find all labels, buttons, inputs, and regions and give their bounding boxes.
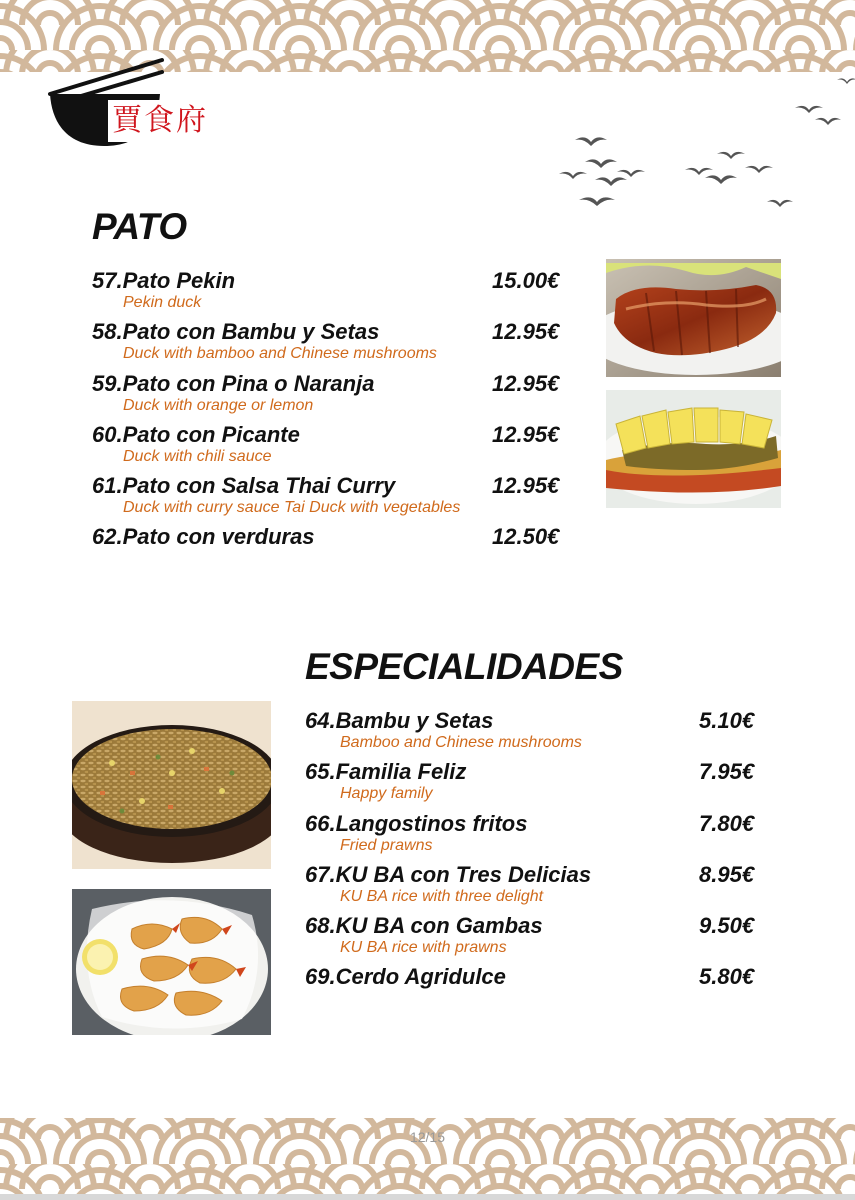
item-price: 5.10€: [699, 708, 755, 733]
menu-item: [305, 759, 775, 810]
item-description: Duck with curry sauce Tai Duck with vegetables: [123, 499, 461, 517]
menu-item: [305, 811, 775, 862]
item-description: Happy family: [340, 785, 433, 803]
item-price: 5.80€: [699, 964, 755, 990]
item-name: 66.Langostinos fritos: [305, 810, 528, 836]
item-price: 15.00€: [492, 268, 560, 293]
menu-item: [305, 862, 775, 913]
menu-item: [305, 964, 775, 1015]
item-description: Pekin duck: [123, 294, 202, 311]
item-description: Fried prawns: [340, 836, 433, 854]
especialidades-section-title: ESPECIALIDADES: [305, 646, 623, 687]
item-name: 61.Pato con Salsa Thai Curry: [92, 473, 396, 499]
item-name: 65.Familia Feliz: [305, 759, 467, 785]
menu-item: [92, 473, 572, 524]
item-description: KU BA rice with prawns: [340, 939, 507, 957]
item-price: 12.95€: [492, 319, 560, 345]
menu-item: [92, 371, 572, 422]
pato-section-title: PATO: [92, 206, 187, 247]
bottom-scrollbar-track: [0, 1194, 855, 1200]
item-price: 8.95€: [699, 861, 755, 887]
item-name: 68.KU BA con Gambas: [305, 913, 543, 939]
pato-menu-list: [92, 268, 572, 576]
logo-text: 賈食府: [112, 103, 208, 138]
item-description: Duck with chili sauce: [123, 447, 272, 465]
item-price: 12.50€: [492, 524, 560, 550]
item-description: KU BA rice with three delight: [340, 887, 544, 905]
fried-rice-photo: [72, 701, 271, 869]
item-name: 64.Bambu y Setas: [305, 708, 494, 733]
item-name: 69.Cerdo Agridulce: [305, 964, 506, 990]
item-name: 58.Pato con Bambu y Setas: [92, 319, 380, 345]
item-price: 12.95€: [492, 421, 560, 447]
item-description: Bamboo and Chinese mushrooms: [340, 734, 582, 751]
fried-prawns-photo: [72, 889, 271, 1035]
pineapple-duck-photo: [606, 390, 781, 508]
especialidades-menu-list: [305, 708, 775, 1016]
page-number: 12/15: [409, 1129, 446, 1145]
item-description: Duck with bamboo and Chinese mushrooms: [123, 345, 437, 363]
menu-item: [92, 422, 572, 473]
item-description: Duck with orange or lemon: [123, 396, 314, 414]
item-price: 12.95€: [492, 473, 560, 499]
menu-item: [92, 268, 572, 319]
item-name: 67.KU BA con Tres Delicias: [305, 861, 592, 887]
roast-duck-photo: [606, 259, 781, 377]
item-price: 7.80€: [699, 810, 755, 836]
menu-item: [92, 319, 572, 370]
item-name: 57.Pato Pekin: [92, 268, 236, 293]
item-price: 12.95€: [492, 370, 560, 396]
menu-item: [92, 524, 572, 575]
item-name: 60.Pato con Picante: [92, 421, 300, 447]
menu-item: [305, 913, 775, 964]
item-price: 9.50€: [699, 913, 755, 939]
item-price: 7.95€: [699, 759, 755, 785]
item-name: 59.Pato con Pina o Naranja: [92, 370, 375, 396]
bottom-wave-pattern: [0, 1114, 855, 1194]
item-name: 62.Pato con verduras: [92, 524, 315, 550]
flying-birds-icon: [545, 70, 855, 220]
menu-item: [305, 708, 775, 759]
